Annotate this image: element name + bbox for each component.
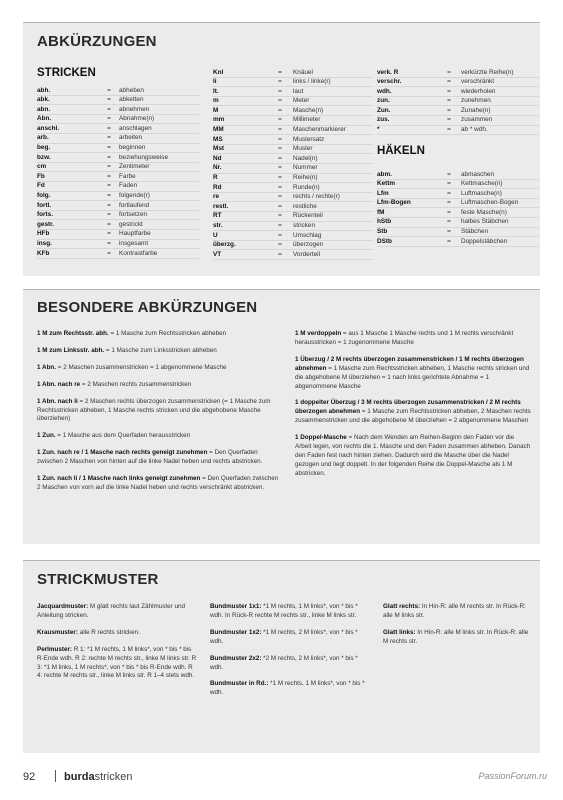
abbr-value: Millimeter (293, 116, 321, 124)
definition-term: 1 M zum Linksstr. abh. (37, 346, 105, 354)
definition-item (37, 629, 197, 638)
besondere-section (23, 289, 540, 544)
definition-text: = 2 Maschen rechts zusammenstricken (80, 380, 192, 388)
definition-item (295, 399, 532, 426)
definition-term: Glatt links: (383, 628, 416, 636)
stricken-table-col3 (377, 68, 539, 135)
abbr-value: Doppelstäbchen (461, 237, 508, 245)
strickmuster-col1 (37, 603, 197, 689)
equals-sign: = (447, 199, 451, 207)
equals-sign: = (447, 208, 451, 216)
equals-sign: = (107, 153, 111, 161)
definition-term: 1 Überzug / 2 M rechts überzogen zusammenstricken / 1 M rechts überzogen abnehmen (295, 355, 524, 372)
equals-sign: = (278, 145, 282, 153)
equals-sign: = (447, 237, 451, 245)
abbr-value: Luftmaschen-Bogen (461, 199, 519, 207)
definition-item (383, 603, 533, 621)
abbr-value: abheben (119, 86, 144, 94)
abbr-value: Farbe (119, 172, 136, 180)
abbr-value: ab * wdh. (461, 126, 488, 134)
abbr-value: fortlaufend (119, 201, 150, 209)
abbr-value: restliche (293, 202, 317, 210)
abbr-value: Kontrastfarbe (119, 249, 158, 257)
equals-sign: = (278, 250, 282, 258)
abbr-value: links / linke(r) (293, 78, 331, 86)
abbr-value: Nummer (293, 164, 318, 172)
equals-sign: = (107, 163, 111, 171)
abbr-value: folgende(r) (119, 192, 150, 200)
equals-sign: = (278, 212, 282, 220)
abbr-key: arb. (37, 134, 49, 142)
abbr-key: MS (213, 135, 223, 143)
abbr-value: zusammen (461, 116, 493, 124)
abbr-key: KFb (37, 249, 50, 257)
definition-item (37, 646, 197, 682)
page-number: 92 (23, 771, 36, 783)
abbr-key: Lfm-Bogen (377, 199, 411, 207)
definition-item (37, 381, 282, 390)
definition-text: *1 M rechts, 1 M links*, von * bis * wdh. In Rück-R rechte M rechts str., linke M links str. (210, 603, 358, 619)
equals-sign: = (278, 68, 282, 76)
equals-sign: = (447, 189, 451, 197)
definition-item (295, 330, 532, 348)
definition-item (37, 398, 282, 425)
equals-sign: = (278, 135, 282, 143)
definition-term: 1 Doppel-Masche (295, 434, 347, 442)
abbr-value: abnehmen (119, 105, 150, 113)
abbr-key: anschl. (37, 124, 60, 132)
stricken-table-col2 (213, 68, 373, 260)
abbr-key: Stb (377, 228, 388, 236)
abbr-key: forts. (37, 211, 53, 219)
abbr-value: fortsetzen (119, 211, 148, 219)
abbr-value: Hauptfarbe (119, 230, 151, 238)
definition-text: alle R rechts stricken. (77, 628, 140, 636)
equals-sign: = (107, 182, 111, 190)
equals-sign: = (447, 116, 451, 124)
equals-sign: = (278, 164, 282, 172)
equals-sign: = (278, 154, 282, 162)
abbr-key: verschr. (377, 78, 402, 86)
equals-sign: = (107, 240, 111, 247)
abbr-key: Rd (213, 183, 222, 191)
definition-text: = 1 Masche zum Linksstricken abheben (104, 346, 217, 354)
definition-term: 1 doppelter Überzug / 3 M rechts überzogen zusammenstricken / 2 M rechts überzogen abnehmen (295, 399, 521, 416)
brand-name-rest: stricken (94, 771, 133, 783)
abbr-key: Zun. (377, 106, 391, 114)
abbr-key: insg. (37, 240, 52, 247)
abbr-key: bzw. (37, 153, 51, 161)
abkuerzungen-section (23, 22, 540, 276)
abbr-key: M (213, 106, 219, 114)
definition-term: 1 Abn. nach re (37, 380, 81, 388)
equals-sign: = (107, 249, 111, 257)
definition-text: R 1: *1 M rechts, 1 M links*, von * bis * bis R-Ende wdh. R 2: rechte M rechts str., linke M links str. R 3: *1 M links, 1 M rechts*, von * bis * bis R-Ende wdh. R 4: rechte M rechts str., linke M links str. R 1–4 stets wdh. (37, 645, 197, 680)
definition-term: Jacquardmuster: (37, 603, 89, 610)
equals-sign: = (278, 183, 282, 191)
abbr-value: Masche(n) (293, 106, 324, 114)
definition-item (37, 449, 282, 467)
abbr-key: überzg. (213, 241, 236, 249)
strickmuster-col2 (210, 603, 370, 706)
abbr-value: Abnahme(n) (119, 115, 155, 123)
abbr-key: Knl (213, 68, 224, 76)
definition-text: = aus 1 Masche 1 Masche rechts und 1 M rechts verschränkt herausstricken = 1 zugenommene Masche (295, 330, 514, 346)
definition-text: *2 M rechts, 2 M links*, von * bis * wdh. (210, 654, 358, 671)
abbr-key: Abn. (37, 115, 52, 123)
equals-sign: = (107, 115, 111, 123)
abbr-value: anschlagen (119, 124, 152, 132)
definition-item (210, 680, 370, 698)
definition-item (37, 432, 282, 441)
abbr-key: R (213, 174, 218, 182)
abbr-value: verkürzte Reihe(n) (461, 68, 514, 76)
abbr-key: VT (213, 250, 222, 258)
abbr-key: verk. R (377, 68, 399, 76)
definition-term: Perlmuster: (37, 645, 72, 653)
definition-text: = 2 Maschen zusammenstricken = 1 abgenommene Masche (56, 363, 227, 371)
abbr-key: hStb (377, 218, 392, 226)
definition-term: 1 Abn. (37, 363, 57, 371)
definition-item (295, 434, 532, 479)
abbr-key: wdh. (377, 87, 392, 95)
abbr-value: Umschlag (293, 231, 322, 239)
abbr-value: rechts / rechte(r) (293, 193, 340, 201)
definition-term: 1 Zun. nach li / 1 Masche nach links geneigt zunehmen (37, 475, 201, 483)
abbr-value: gestrickt (119, 220, 143, 228)
abbr-key: Kettm (377, 180, 396, 188)
abbr-value: Knäuel (293, 68, 313, 76)
equals-sign: = (447, 126, 451, 134)
equals-sign: = (278, 106, 282, 114)
abbr-key: U (213, 231, 218, 239)
definition-item (37, 475, 282, 493)
abbr-value: Rückenteil (293, 212, 323, 220)
definition-term: 1 M zum Rechtsstr. abh. (37, 330, 109, 337)
abbr-value: verschränkt (461, 78, 495, 86)
abbr-value: laut (293, 87, 304, 95)
equals-sign: = (107, 220, 111, 228)
abbr-key: DStb (377, 237, 392, 245)
equals-sign: = (447, 106, 451, 114)
definition-term: Bundmuster in Rd.: (210, 680, 269, 688)
equals-sign: = (107, 144, 111, 152)
definition-term: Bundmuster 2x2: (210, 654, 262, 662)
equals-sign: = (447, 97, 451, 105)
abbr-key: cm (37, 163, 47, 171)
equals-sign: = (278, 116, 282, 124)
equals-sign: = (107, 96, 111, 104)
abbr-key: mm (213, 116, 225, 124)
abbr-key: lt. (213, 87, 219, 95)
abbr-key: li (213, 78, 217, 86)
equals-sign: = (278, 231, 282, 239)
strickmuster-section (23, 560, 540, 753)
abbr-value: Faden (119, 182, 138, 190)
abbr-key: HFb (37, 230, 50, 238)
abbr-key: MM (213, 126, 224, 134)
definition-text: = 1 Masche zum Rechtsstricken abheben (108, 330, 227, 337)
haekeln-table (377, 170, 539, 247)
abbr-key: abk. (37, 96, 50, 104)
definition-item (210, 603, 370, 621)
abbr-row (377, 126, 539, 136)
abbr-key: fM (377, 208, 385, 216)
abbr-key: Nr. (213, 164, 222, 172)
abbr-row (377, 237, 539, 247)
definition-term: Bundmuster 1x2: (210, 628, 262, 636)
abbr-key: Mst (213, 145, 225, 153)
abbr-value: wiederholen (461, 87, 496, 95)
equals-sign: = (278, 202, 282, 210)
definition-text: = 1 Masche aus dem Querfaden herausstricken (55, 432, 191, 440)
abbr-value: Nadel(n) (293, 154, 318, 162)
besondere-left-column (37, 330, 282, 501)
equals-sign: = (447, 78, 451, 86)
abbr-row (37, 249, 199, 259)
abbr-value: Reihe(n) (293, 174, 318, 182)
definition-text: = Den Querfaden zwischen 2 Maschen von vorn auf die linke Nadel heben und rechts verschränkt abstricken. (37, 475, 279, 491)
definition-text: In Hin-R: alle M rechts str. In Rück-R: alle M links str. (383, 603, 526, 619)
equals-sign: = (447, 228, 451, 236)
abbr-value: arbeiten (119, 134, 143, 142)
equals-sign: = (107, 211, 111, 219)
equals-sign: = (107, 124, 111, 132)
abbr-value: Stäbchen (461, 228, 489, 236)
abbr-key: restl. (213, 202, 229, 210)
strickmuster-title: STRICKMUSTER (37, 571, 159, 588)
equals-sign: = (278, 241, 282, 249)
definition-term: Krausmuster: (37, 628, 78, 636)
equals-sign: = (447, 87, 451, 95)
abbr-key: Fd (37, 182, 45, 190)
definition-text: = 1 Masche zum Rechtsstricken abheben, 1 Masche rechts stricken und die abgehobene M überziehen = 1 nach links gerichtete Abnahme = 1 abgenommene Masche (295, 364, 530, 390)
besondere-title: BESONDERE ABKÜRZUNGEN (37, 299, 258, 316)
abbr-value: Mustersatz (293, 135, 325, 143)
besondere-right-column (295, 330, 532, 487)
equals-sign: = (278, 222, 282, 229)
abbr-value: abmaschen (461, 170, 495, 178)
abbr-key: * (377, 126, 380, 134)
definition-item (37, 330, 282, 339)
definition-text: = Den Querfaden zwischen 2 Maschen von hinten auf die linke Nadel heben und rechts abstricken. (37, 449, 263, 466)
definition-term: Bundmuster 1x1: (210, 603, 262, 610)
abbr-key: abh. (37, 86, 51, 94)
definition-item (37, 603, 197, 621)
abbr-value: Luftmasche(n) (461, 189, 502, 197)
definition-text: = 1 Masche zum Rechtsstricken abheben, 2 Maschen rechts zusammenstricken und die abgehobene M überziehen = 2 abgenommene Maschen (295, 408, 531, 425)
equals-sign: = (107, 230, 111, 238)
abbr-key: m (213, 97, 219, 105)
abbr-key: Lfm (377, 189, 389, 197)
haekeln-subtitle: HÄKELN (377, 145, 425, 157)
equals-sign: = (278, 126, 282, 134)
definition-item (383, 629, 533, 647)
equals-sign: = (107, 201, 111, 209)
abbr-key: gestr. (37, 220, 55, 228)
abbr-value: beginnen (119, 144, 146, 152)
definition-text: = 2 Maschen rechts überzogen zusammenstricken (= 1 Masche zum Rechtsstricken abheben, 1 Masche rechts stricken und die abgehobene Masche überziehen) (37, 397, 271, 423)
abbr-row (213, 250, 373, 260)
equals-sign: = (447, 180, 451, 188)
abbr-value: beziehungsweise (119, 153, 169, 161)
equals-sign: = (107, 134, 111, 142)
abbr-key: abm. (377, 170, 392, 178)
definition-text: *1 M rechts, 2 M links*, von * bis * wdh. (210, 628, 358, 645)
equals-sign: = (278, 97, 282, 105)
equals-sign: = (278, 78, 282, 86)
abbr-key: folg. (37, 192, 51, 200)
abbr-value: überzogen (293, 241, 324, 249)
stricken-table-col1 (37, 86, 199, 259)
abbr-key: abn. (37, 105, 51, 113)
equals-sign: = (107, 86, 111, 94)
definition-item (37, 364, 282, 373)
abbr-key: Fb (37, 172, 45, 180)
footer-divider (55, 770, 56, 782)
equals-sign: = (107, 192, 111, 200)
equals-sign: = (278, 193, 282, 201)
definition-item (295, 356, 532, 392)
definition-text: = Nach dem Wenden am Reihen-Beginn den Faden vor die Arbeit legen, von rechts die 1. Masche und den Faden zusammen abheben. Danach den Faden fest nach hinten ziehen. Dadurch wird die Masche über die Nadel gezogen und liegt doppelt. In der folgenden Reihe die Doppel-Masche als 1 M abstricken. (295, 434, 531, 477)
page-footer (23, 770, 132, 783)
strickmuster-col3 (383, 603, 533, 655)
abbr-key: fortl. (37, 201, 52, 209)
abbr-value: Vorderteil (293, 250, 320, 258)
abbr-value: Runde(n) (293, 183, 320, 191)
abbr-value: abketten (119, 96, 144, 104)
definition-term: 1 Zun. nach re / 1 Masche nach rechts geneigt zunehmen (37, 449, 208, 457)
equals-sign: = (447, 218, 451, 226)
abbr-value: zunehmen (461, 97, 491, 105)
equals-sign: = (447, 170, 451, 178)
equals-sign: = (278, 174, 282, 182)
abbr-value: Muster (293, 145, 313, 153)
abbr-value: Kettmasche(n) (461, 180, 503, 188)
definition-term: Glatt rechts: (383, 603, 421, 610)
definition-text: M glatt rechts laut Zählmuster und Anleitung stricken. (37, 603, 186, 619)
abbr-value: insgesamt (119, 240, 149, 247)
definition-item (210, 629, 370, 647)
abbr-value: stricken (293, 222, 316, 229)
abbr-value: Maschenmarkierer (293, 126, 346, 134)
abbr-key: Nd (213, 154, 222, 162)
watermark: PassionForum.ru (478, 771, 547, 781)
abbr-value: Meter (293, 97, 310, 105)
abbr-value: Zentimeter (119, 163, 150, 171)
brand-name-bold: burda (64, 771, 95, 783)
abbr-value: halbes Stäbchen (461, 218, 509, 226)
equals-sign: = (107, 105, 111, 113)
definition-term: 1 Zun. (37, 432, 56, 440)
stricken-subtitle: STRICKEN (37, 67, 96, 79)
abbr-value: feste Masche(n) (461, 208, 507, 216)
definition-item (210, 655, 370, 673)
definition-item (37, 347, 282, 356)
definition-text: *1 M rechts, 1 M links*, von * bis * wdh. (210, 680, 365, 697)
definition-term: 1 Abn. nach li (37, 397, 78, 405)
abbr-key: str. (213, 222, 223, 229)
abbr-key: beg. (37, 144, 51, 152)
abbr-value: Zunahe(n) (461, 106, 491, 114)
abbr-key: RT (213, 212, 222, 220)
definition-term: 1 M verdoppeln (295, 330, 342, 337)
equals-sign: = (447, 68, 451, 76)
abbr-key: zun. (377, 97, 390, 105)
equals-sign: = (278, 87, 282, 95)
abkuerzungen-title: ABKÜRZUNGEN (37, 33, 157, 50)
definition-text: In Hin-R: alle M links str. In Rück-R: alle M rechts str. (383, 628, 529, 645)
abbr-key: re (213, 193, 220, 201)
equals-sign: = (107, 172, 111, 180)
abbr-key: zus. (377, 116, 390, 124)
